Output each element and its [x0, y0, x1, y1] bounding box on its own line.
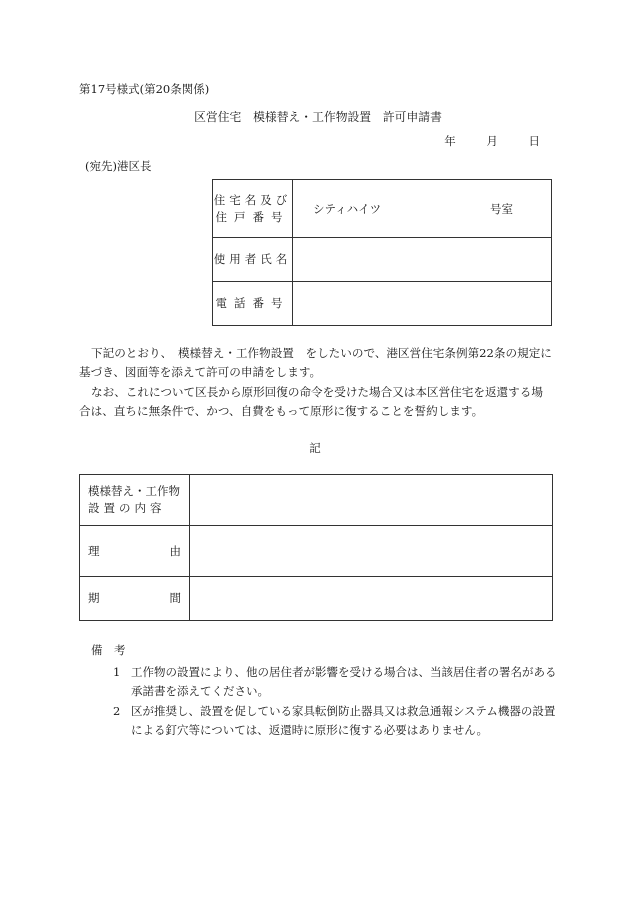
- date-day: 日: [528, 134, 540, 148]
- content-label: [80, 475, 190, 526]
- remark-number: 1: [113, 665, 121, 679]
- body-text: [79, 344, 553, 421]
- addressee: (宛先)港区長: [85, 159, 152, 173]
- phone-row: [213, 282, 552, 326]
- reason-label: [80, 526, 190, 577]
- reason-label-b: 由: [169, 543, 181, 558]
- date-year: 年: [444, 134, 456, 148]
- content-row: [80, 475, 553, 526]
- remarks-heading: 備 考: [91, 643, 126, 657]
- phone-field[interactable]: [293, 282, 552, 326]
- remark-item: [113, 663, 558, 702]
- remark-number: 2: [113, 703, 121, 718]
- date-line: [444, 133, 540, 149]
- form-number: 第17号様式(第20条関係): [79, 82, 210, 96]
- user-name-row: [213, 238, 552, 282]
- period-label-a: 期: [88, 591, 100, 605]
- details-table: [79, 474, 553, 621]
- document-title: 区営住宅 模様替え・工作物設置 許可申請書: [194, 110, 442, 124]
- reason-field[interactable]: [190, 526, 553, 577]
- housing-value-cell[interactable]: [293, 180, 552, 238]
- user-name-label: [213, 238, 293, 282]
- housing-label-line2: 住戸番号: [215, 209, 290, 224]
- content-label-line1: 模様替え・工作物: [88, 484, 180, 498]
- remarks-list: [113, 663, 558, 740]
- housing-row: [213, 180, 552, 238]
- period-label: [80, 577, 190, 621]
- reason-label-a: 理: [88, 543, 100, 558]
- remark-text: 区が推奨し、設置を促している家具転倒防止器具又は救急通報システム機器の設置による釘穴等については、返還時に原形に復する必要はありません。: [131, 703, 556, 737]
- date-month: 月: [486, 134, 498, 148]
- remark-text: 工作物の設置により、他の居住者が影響を受ける場合は、当該居住者の署名がある承諾書を添えてください。: [131, 665, 557, 699]
- reason-row: [80, 526, 553, 577]
- content-field[interactable]: [190, 475, 553, 526]
- phone-label-text: 電話番号: [215, 296, 290, 310]
- remark-item: [113, 702, 558, 741]
- phone-label: [213, 282, 293, 326]
- period-field[interactable]: [190, 577, 553, 621]
- housing-label-line1: 住宅名及び: [213, 192, 292, 207]
- ki-mark: 記: [309, 441, 321, 455]
- period-label-b: 間: [169, 591, 181, 605]
- body-paragraph-1: 下記のとおり、 模様替え・工作物設置 をしたいので、港区営住宅条例第22条の規定に基づき、図面等を添えて許可の申請をします。: [79, 346, 552, 380]
- period-row: [80, 577, 553, 621]
- user-name-label-text: 使用者氏名: [213, 252, 292, 266]
- housing-name: シティハイツ: [313, 201, 382, 216]
- room-suffix: 号室: [490, 201, 513, 216]
- content-label-line2: 設置の内容: [88, 501, 166, 515]
- body-paragraph-2: なお、これについて区長から原形回復の命令を受けた場合又は本区営住宅を返還する場合は、直ちに無条件で、かつ、自費をもって原形に復することを誓約します。: [79, 384, 543, 418]
- housing-label: [213, 180, 293, 238]
- applicant-table: [212, 179, 552, 326]
- user-name-field[interactable]: [293, 238, 552, 282]
